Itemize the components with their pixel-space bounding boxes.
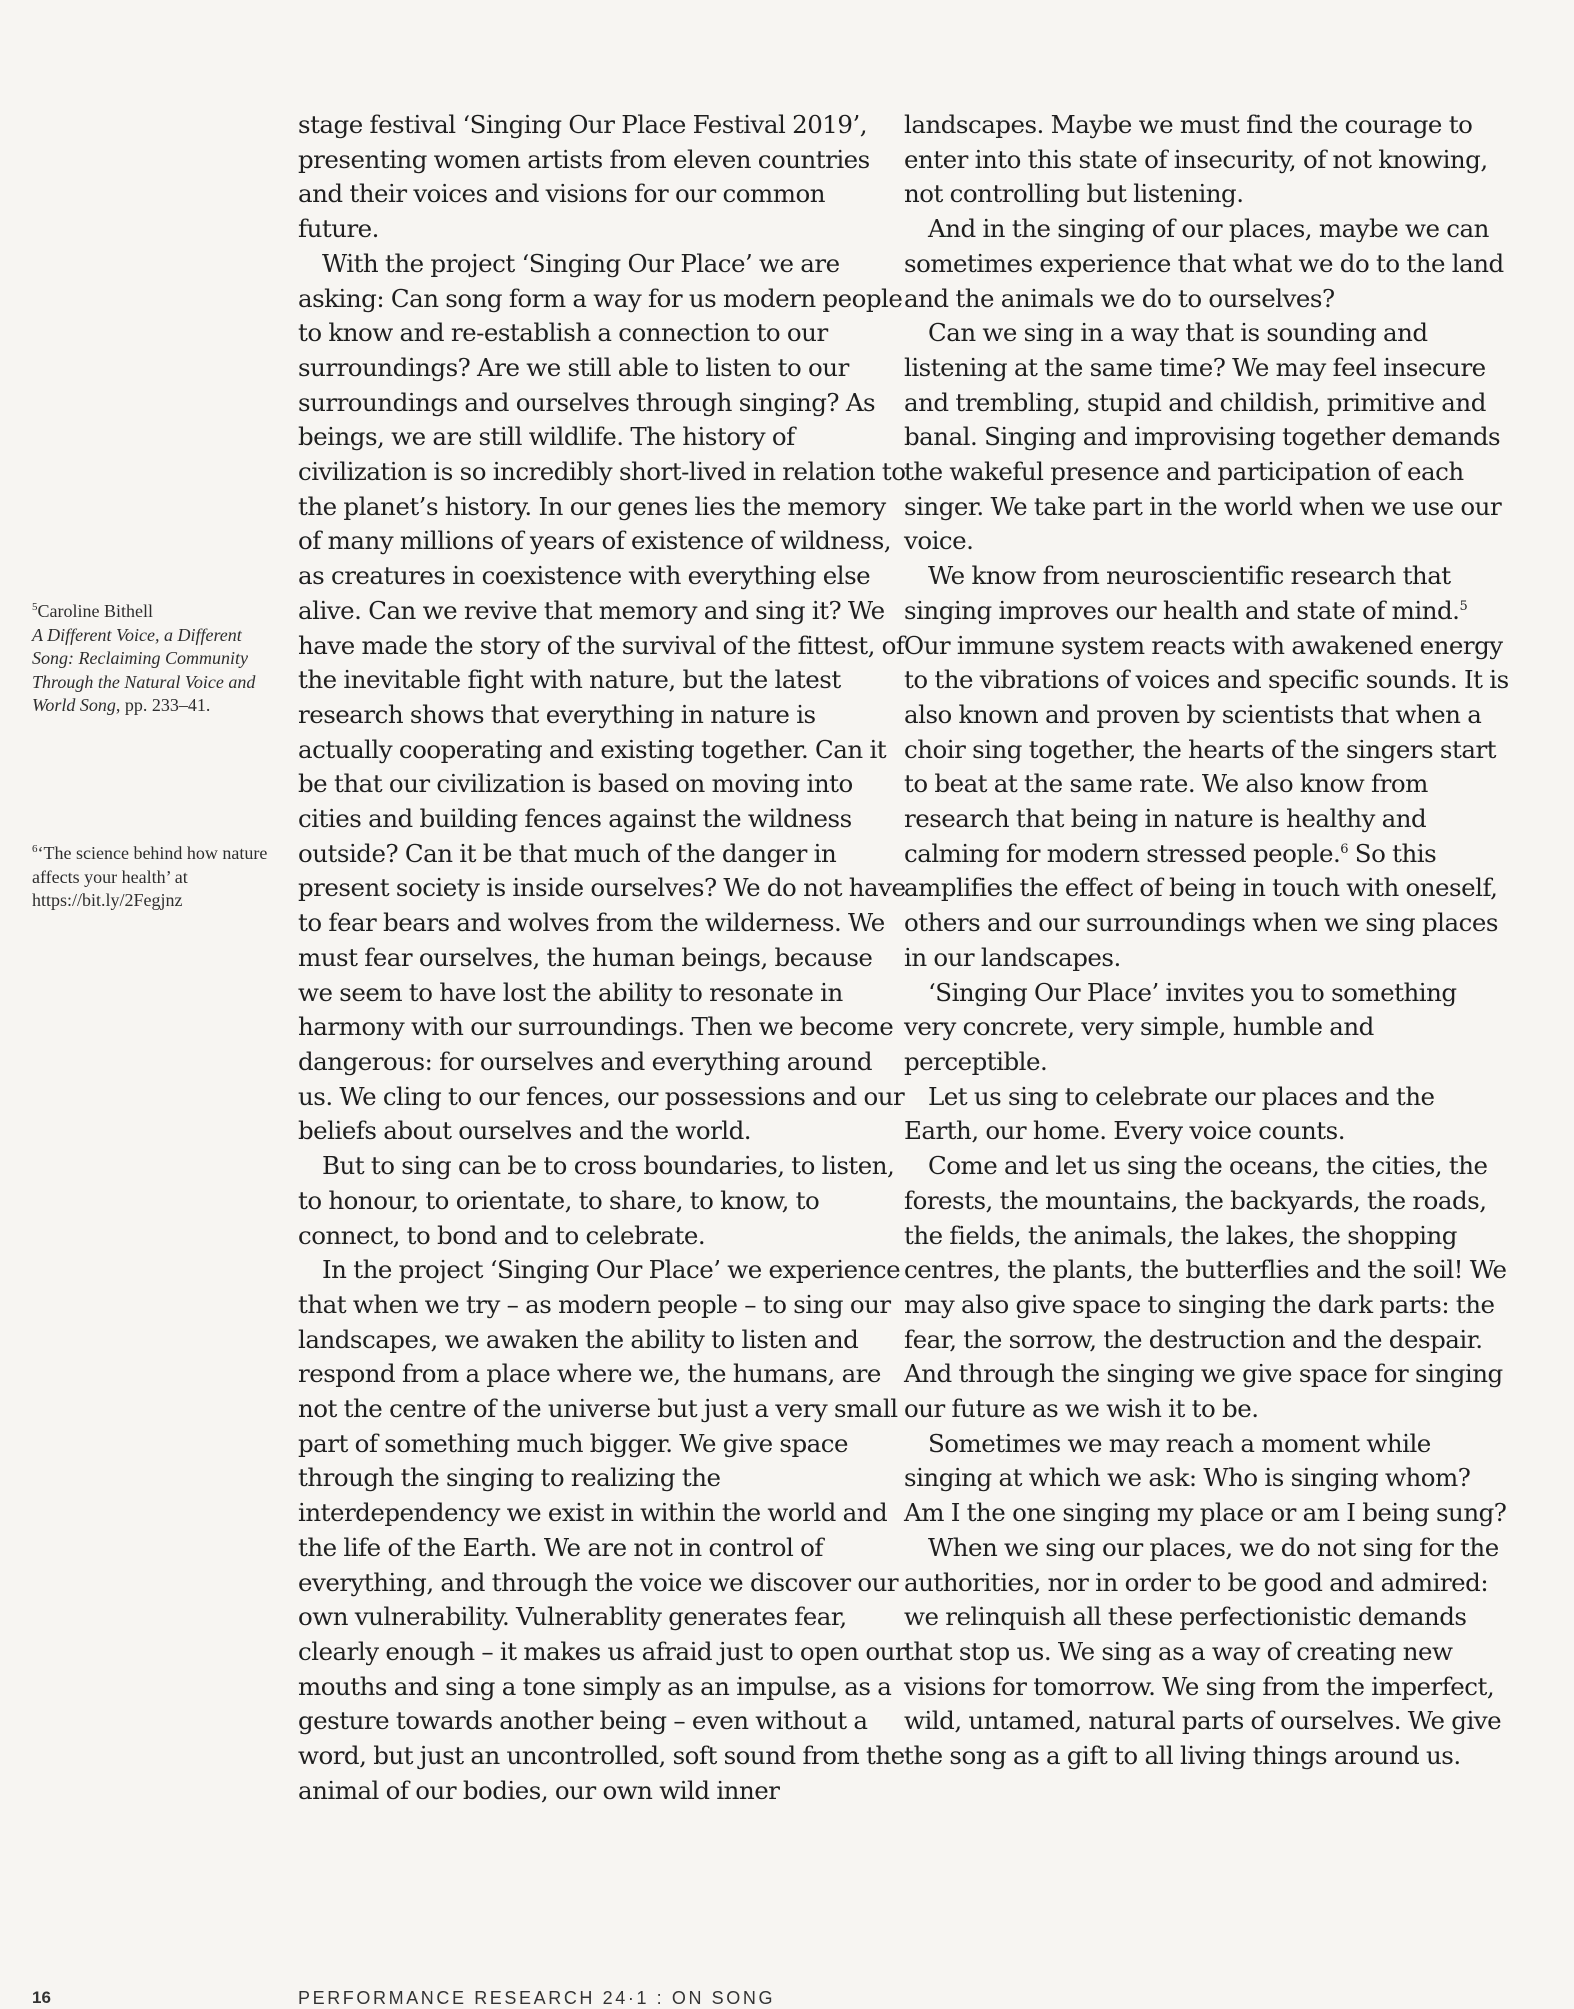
footnote-6-text: ‘The science behind how nature affects your health’ at https://bit.ly/2Fegjnz [32, 843, 268, 910]
paragraph: Can we sing in a way that is sounding and listening at the same time? We may feel insecure and trembling, stupid and childish, primitive and banal. Singing and improvising together demands the wakeful presence and participation of each singer. We take part in the world when we use our voice. [904, 318, 1502, 556]
footnote-ref-5[interactable]: 5 [1459, 598, 1468, 614]
paragraph: With the project ‘Singing Our Place’ we are asking: Can song form a way for us modern people to know and re-establish a connection to our surroundings? Are we still able to listen to our surroundings and ourselves through singing? As beings, we are still wildlife. The history of civilization is so incredibly short-lived in relation to the planet’s history. In our genes lies the memory of many millions of years of existence of wildness, as creatures in coexistence with everything else alive. Can we revive that memory and sing it? We have made the story of the survival of the fittest, of the inevitable fight with nature, but the latest research shows that everything in nature is actually cooperating and existing together. Can it be that our civilization is based on moving into cities and building fences against the wildness outside? Can it be that much of the danger in present society is inside ourselves? We do not have to fear bears and wolves from the wilderness. We must fear ourselves, the human beings, because we seem to have lost the ability to resonate in harmony with our surroundings. Then we become dangerous: for ourselves and everything around us. We cling to our fences, our possessions and our beliefs about ourselves and the world. [298, 248, 906, 1146]
footnote-5 [32, 600, 282, 718]
running-head: PERFORMANCE RESEARCH 24·1 : ON SONG [298, 1988, 776, 2008]
paragraph: But to sing can be to cross boundaries, to listen, to honour, to orientate, to share, to know, to connect, to bond and to celebrate. [298, 1151, 895, 1250]
footnote-6 [32, 842, 282, 913]
paragraph: And in the singing of our places, maybe we can sometimes experience that what we do to the land and the animals we do to ourselves? [904, 214, 1504, 313]
page-number: 16 [32, 1988, 51, 2007]
text-column-right [904, 108, 1514, 1774]
paragraph: Come and let us sing the oceans, the cities, the forests, the mountains, the backyards, the roads, the fields, the animals, the lakes, the shopping centres, the plants, the butterflies and the soil! We may also give space to singing the dark parts: the fear, the sorrow, the destruction and the despair. And through the singing we give space for singing our future as we wish it to be. [904, 1151, 1507, 1424]
paragraph: landscapes. Maybe we must find the courage to enter into this state of insecurity, of not knowing, not controlling but listening. [904, 110, 1488, 209]
footnote-5-author: Caroline Bithell [37, 601, 153, 621]
footnote-5-marker: 5 [32, 601, 38, 613]
paragraph [904, 559, 1514, 975]
paragraph-text: Our immune system reacts with awakened energy to the vibrations of voices and specific sounds. It is also known and proven by scientists that when a choir sing together, the hearts of the singers start to beat at the same rate. We also know from research that being in nature is healthy and calming for modern stressed people. [904, 630, 1509, 868]
footnote-5-pages: , pp. 233–41. [115, 695, 211, 715]
footnote-6-marker: 6 [32, 843, 38, 855]
paragraph: ‘Singing Our Place’ invites you to something very concrete, very simple, humble and perceptible. [904, 977, 1457, 1076]
paragraph-text: So this amplifies the effect of being in touch with oneself, others and our surroundings when we sing places in our landscapes. [904, 838, 1498, 972]
paragraph: stage festival ‘Singing Our Place Festival 2019’, presenting women artists from eleven countries and their voices and visions for our common future. [298, 110, 870, 244]
text-column-left [298, 108, 908, 1808]
footnote-ref-6[interactable]: 6 [1340, 841, 1349, 857]
paragraph-text: We know from neuroscientific research that singing improves our health and state of mind. [904, 561, 1460, 625]
paragraph: Sometimes we may reach a moment while singing at which we ask: Who is singing whom? Am I the one singing my place or am I being sung? [904, 1428, 1507, 1528]
paragraph: When we sing our places, we do not sing for the authorities, nor in order to be good and admired: we relinquish all these perfectionistic demands that stop us. We sing as a way of creating new visions for tomorrow. We sing from the imperfect, wild, untamed, natural parts of ourselves. We give the song as a gift to all living things around us. [904, 1532, 1502, 1771]
paragraph: Let us sing to celebrate our places and the Earth, our home. Every voice counts. [904, 1081, 1435, 1146]
footnote-5-title: A Different Voice, a Different Song: Reclaiming Community Through the Natural Voice and World Song [32, 624, 256, 715]
paragraph: In the project ‘Singing Our Place’ we experience that when we try – as modern people – to sing our landscapes, we awaken the ability to listen and respond from a place where we, the humans, are not the centre of the universe but just a very small part of something much bigger. We give space through the singing to realizing the interdependency we exist in within the world and the life of the Earth. We are not in control of everything, and through the voice we discover our own vulnerability. Vulnerablity generates fear, clearly enough – it makes us afraid just to open our mouths and sing a tone simply as an impulse, as a gesture towards another being – even without a word, but just an uncontrolled, soft sound from the animal of our bodies, our own wild inner [298, 1255, 907, 1805]
